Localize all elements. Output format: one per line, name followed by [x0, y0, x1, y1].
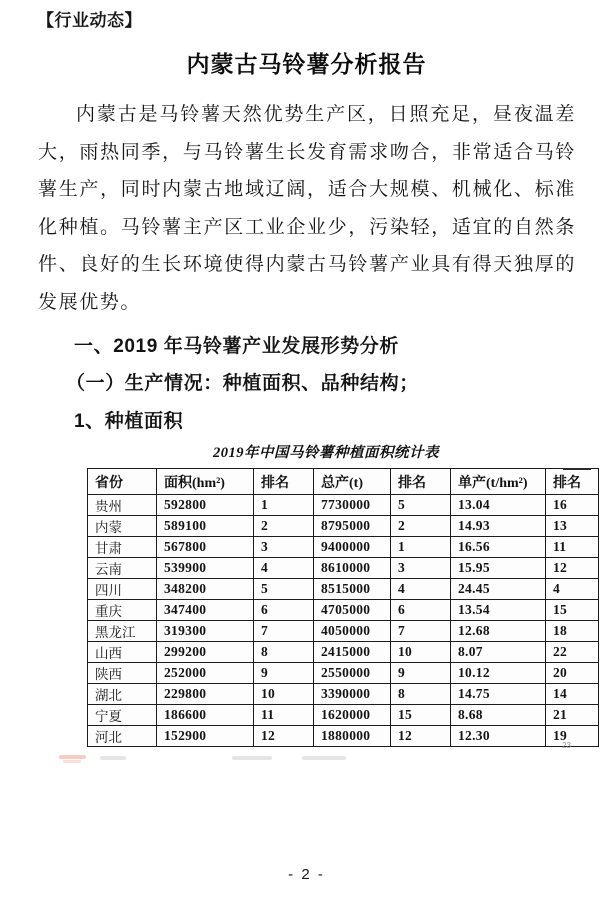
- province-cell: 云南: [88, 558, 157, 579]
- province-cell: 贵州: [88, 495, 157, 516]
- value-cell: 10.12: [451, 663, 546, 684]
- value-cell: 12.68: [451, 621, 546, 642]
- stats-table-head-row: [88, 469, 599, 495]
- value-cell: 229800: [157, 684, 254, 705]
- value-cell: 12: [546, 558, 599, 579]
- value-cell: 19: [546, 726, 599, 747]
- value-cell: 299200: [157, 642, 254, 663]
- value-cell: 15: [391, 705, 451, 726]
- column-header: 排名: [546, 469, 599, 495]
- value-cell: 20: [546, 663, 599, 684]
- cropped-row-smudge: [232, 756, 272, 760]
- table-row: [88, 642, 599, 663]
- value-cell: 8.68: [451, 705, 546, 726]
- value-cell: 152900: [157, 726, 254, 747]
- value-cell: 24.45: [451, 579, 546, 600]
- value-cell: 7730000: [314, 495, 391, 516]
- value-cell: 18: [546, 621, 599, 642]
- scan-artifact: [63, 760, 81, 763]
- value-cell: 9: [254, 663, 314, 684]
- value-cell: 2: [254, 516, 314, 537]
- value-cell: 15.95: [451, 558, 546, 579]
- value-cell: 1: [391, 537, 451, 558]
- value-cell: 11: [254, 705, 314, 726]
- value-cell: 13.04: [451, 495, 546, 516]
- intro-paragraph: 内蒙古是马铃薯天然优势生产区，日照充足，昼夜温差大，雨热同季，与马铃薯生长发育需求吻合，非常适合马铃薯生产，同时内蒙古地域辽阔，适合大规模、机械化、标准化种植。马铃薯主产区工业企业少，污染轻，适宜的自然条件、良好的生长环境使得内蒙古马铃薯产业具有得天独厚的发展优势。: [38, 104, 576, 313]
- value-cell: 3390000: [314, 684, 391, 705]
- value-cell: 4: [391, 579, 451, 600]
- column-header: 单产(t/hm²): [451, 469, 546, 495]
- stats-table-body: [88, 495, 599, 747]
- value-cell: 3: [254, 537, 314, 558]
- table-row: [88, 558, 599, 579]
- value-cell: 10: [391, 642, 451, 663]
- value-cell: 12.30: [451, 726, 546, 747]
- stats-table-figure: [87, 441, 581, 750]
- value-cell: 319300: [157, 621, 254, 642]
- table-row: [88, 663, 599, 684]
- value-cell: 539900: [157, 558, 254, 579]
- value-cell: 10: [254, 684, 314, 705]
- value-cell: 567800: [157, 537, 254, 558]
- province-cell: 山西: [88, 642, 157, 663]
- province-cell: 宁夏: [88, 705, 157, 726]
- value-cell: 1880000: [314, 726, 391, 747]
- table-row: [88, 705, 599, 726]
- page-title: 内蒙古马铃薯分析报告: [186, 52, 427, 77]
- value-cell: 589100: [157, 516, 254, 537]
- table-row: [88, 495, 599, 516]
- value-cell: 4705000: [314, 600, 391, 621]
- value-cell: 12: [391, 726, 451, 747]
- column-header: 总产(t): [314, 469, 391, 495]
- value-cell: 13: [546, 516, 599, 537]
- table-row: [88, 600, 599, 621]
- value-cell: 13.54: [451, 600, 546, 621]
- value-cell: 16.56: [451, 537, 546, 558]
- column-header: 省份: [88, 469, 157, 495]
- table-row: [88, 726, 599, 747]
- value-cell: 8515000: [314, 579, 391, 600]
- value-cell: 4: [254, 558, 314, 579]
- value-cell: 22: [546, 642, 599, 663]
- value-cell: 252000: [157, 663, 254, 684]
- value-cell: 14.93: [451, 516, 546, 537]
- scan-artifact: [59, 755, 86, 759]
- province-cell: 内蒙: [88, 516, 157, 537]
- table-row: [88, 684, 599, 705]
- value-cell: 12: [254, 726, 314, 747]
- table-row: [88, 579, 599, 600]
- value-cell: 348200: [157, 579, 254, 600]
- value-cell: 8610000: [314, 558, 391, 579]
- value-cell: 2: [391, 516, 451, 537]
- value-cell: 2415000: [314, 642, 391, 663]
- province-cell: 河北: [88, 726, 157, 747]
- table-wrapper: [87, 468, 581, 750]
- column-header: 排名: [391, 469, 451, 495]
- stats-table: [87, 468, 599, 747]
- value-cell: 1620000: [314, 705, 391, 726]
- value-cell: 11: [546, 537, 599, 558]
- value-cell: 5: [391, 495, 451, 516]
- value-cell: 186600: [157, 705, 254, 726]
- value-cell: 7: [391, 621, 451, 642]
- value-cell: 15: [546, 600, 599, 621]
- value-cell: 8.07: [451, 642, 546, 663]
- value-cell: 347400: [157, 600, 254, 621]
- page-number: - 2 -: [288, 866, 325, 883]
- value-cell: 4: [546, 579, 599, 600]
- table-row: [88, 516, 599, 537]
- table-row: [88, 537, 599, 558]
- value-cell: 6: [391, 600, 451, 621]
- heading-level-2: （一）生产情况：种植面积、品种结构；: [66, 373, 419, 394]
- column-header: 面积(hm²): [157, 469, 254, 495]
- value-cell: 5: [254, 579, 314, 600]
- value-cell: 21: [546, 705, 599, 726]
- table-row: [88, 621, 599, 642]
- value-cell: 2550000: [314, 663, 391, 684]
- cropped-row-smudge: [302, 756, 346, 760]
- province-cell: 甘肃: [88, 537, 157, 558]
- table-top-border-extension: [563, 468, 591, 470]
- value-cell: 8: [254, 642, 314, 663]
- table-corner-page-mark: 23: [562, 741, 571, 750]
- heading-level-3: 1、种植面积: [74, 411, 184, 432]
- value-cell: 3: [391, 558, 451, 579]
- province-cell: 重庆: [88, 600, 157, 621]
- value-cell: 16: [546, 495, 599, 516]
- value-cell: 14.75: [451, 684, 546, 705]
- province-cell: 陕西: [88, 663, 157, 684]
- value-cell: 9: [391, 663, 451, 684]
- value-cell: 1: [254, 495, 314, 516]
- value-cell: 592800: [157, 495, 254, 516]
- province-cell: 黑龙江: [88, 621, 157, 642]
- value-cell: 8795000: [314, 516, 391, 537]
- cropped-row-smudge: [100, 756, 126, 760]
- province-cell: 湖北: [88, 684, 157, 705]
- value-cell: 4050000: [314, 621, 391, 642]
- table-title: 2019年中国马铃薯种植面积统计表: [213, 445, 439, 461]
- value-cell: 9400000: [314, 537, 391, 558]
- value-cell: 8: [391, 684, 451, 705]
- value-cell: 7: [254, 621, 314, 642]
- value-cell: 14: [546, 684, 599, 705]
- section-tag: 【行业动态】: [37, 11, 142, 30]
- province-cell: 四川: [88, 579, 157, 600]
- value-cell: 6: [254, 600, 314, 621]
- heading-level-1: 一、2019 年马铃薯产业发展形势分析: [74, 336, 399, 357]
- column-header: 排名: [254, 469, 314, 495]
